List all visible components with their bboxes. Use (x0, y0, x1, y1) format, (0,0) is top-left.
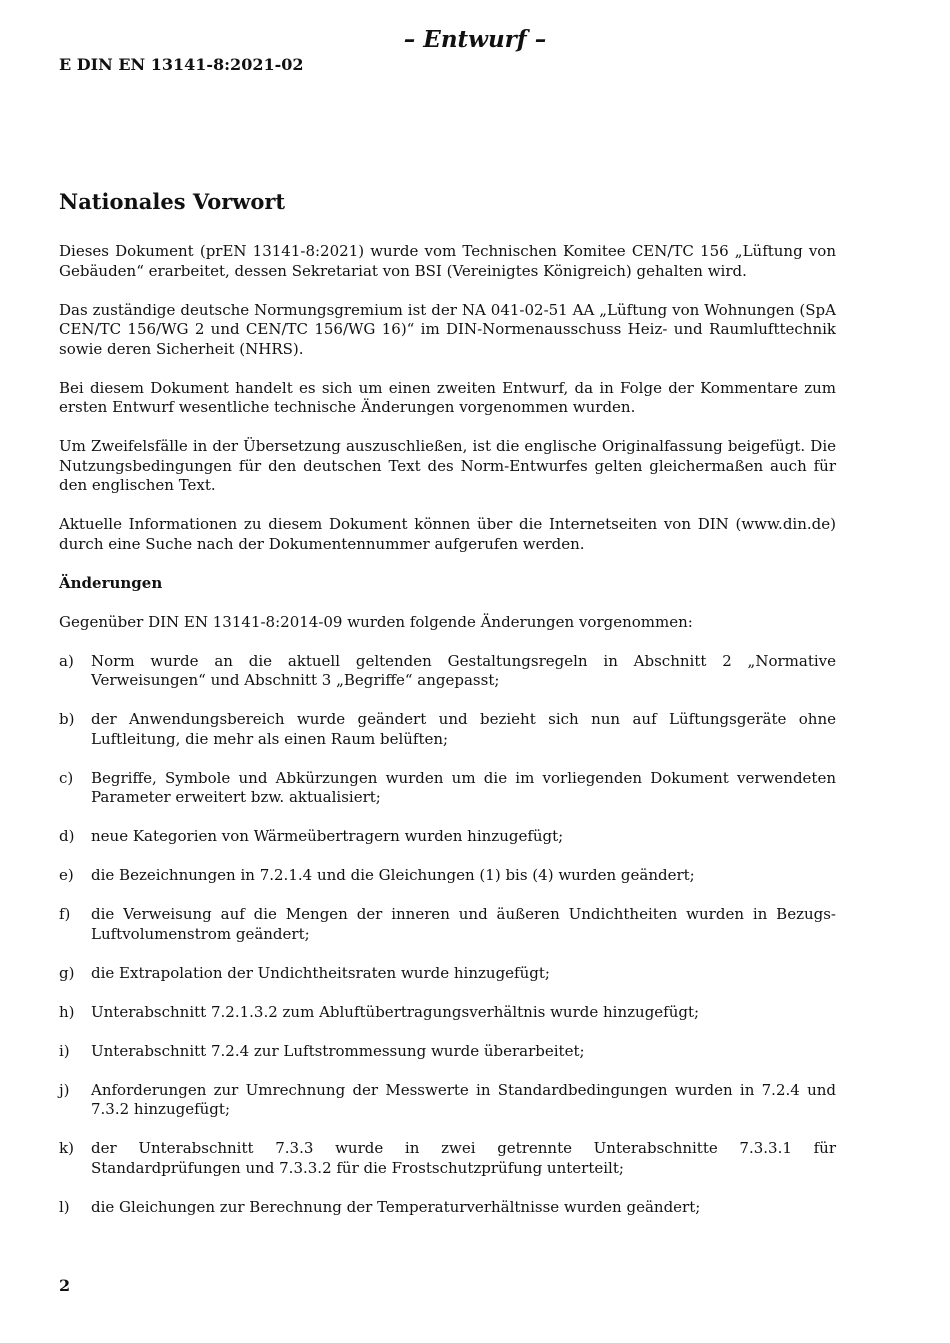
paragraph: Das zuständige deutsche Normungsgremium ist der NA 041-02-51 AA „Lüftung von Wohnungen (SpA CEN/TC 156/WG 2 und CEN/TC 156/WG 16)“ im DIN-Normenausschuss Heiz- und Raumlufttechnik sowie deren Sicherheit (NHRS). (59, 300, 836, 358)
list-marker: l) (59, 1197, 70, 1216)
paragraph: Dieses Dokument (prEN 13141-8:2021) wurde vom Technischen Komitee CEN/TC 156 „Lüftung von Gebäuden“ erarbeitet, dessen Sekretariat von BSI (Vereinigtes Königreich) gehalten wird. (59, 242, 836, 280)
list-item (59, 827, 836, 847)
list-marker: e) (59, 866, 74, 884)
list-item (59, 866, 836, 886)
list-marker: k) (59, 1139, 74, 1157)
list-marker: a) (59, 651, 74, 670)
list-marker: f) (59, 905, 71, 923)
list-item (59, 652, 836, 691)
list-item-text: die Bezeichnungen in 7.2.1.4 und die Gleichungen (1) bis (4) wurden geändert; (91, 866, 695, 884)
section-title: Nationales Vorwort (59, 189, 286, 214)
list-item-text: Unterabschnitt 7.2.1.3.2 zum Abluftübertragungsverhältnis wurde hinzugefügt; (91, 1002, 700, 1021)
list-marker: b) (59, 710, 75, 728)
list-marker: j) (59, 1080, 70, 1099)
list-item (59, 1139, 836, 1178)
changes-intro: Gegenüber DIN EN 13141-8:2014-09 wurden folgende Änderungen vorgenommen: (59, 612, 693, 631)
draft-watermark-label: – Entwurf – (403, 26, 547, 53)
list-item (59, 905, 836, 944)
paragraph: Bei diesem Dokument handelt es sich um einen zweiten Entwurf, da in Folge der Kommentare zum ersten Entwurf wesentliche technische Änderungen vorgenommen wurden. (59, 378, 836, 416)
list-item-text: der Unterabschnitt 7.3.3 wurde in zwei getrennte Unterabschnitte 7.3.3.1 für Standardprüfungen und 7.3.3.2 für die Frostschutzprüfung unterteilt; (91, 1139, 836, 1177)
list-item-text: neue Kategorien von Wärmeübertragern wurden hinzugefügt; (91, 827, 564, 845)
document-body (59, 188, 836, 1237)
list-item-text: Anforderungen zur Umrechnung der Messwerte in Standardbedingungen wurden in 7.2.4 und 7.3.2 hinzugefügt; (91, 1080, 836, 1118)
changes-heading: Änderungen (59, 573, 163, 592)
list-item (59, 769, 836, 808)
document-id: E DIN EN 13141-8:2021-02 (59, 55, 304, 74)
list-item-text: die Extrapolation der Undichtheitsraten wurde hinzugefügt; (91, 963, 550, 982)
list-item-text: Norm wurde an die aktuell geltenden Gestaltungsregeln in Abschnitt 2 „Normative Verweisungen“ und Abschnitt 3 „Begriffe“ angepasst; (91, 651, 836, 689)
paragraph: Um Zweifelsfälle in der Übersetzung auszuschließen, ist die englische Originalfassung beigefügt. Die Nutzungsbedingungen für den deutschen Text des Norm-Entwurfes gelten gleichermaßen auch für den englischen Text. (59, 437, 836, 494)
list-marker: c) (59, 768, 74, 787)
page-number: 2 (59, 1276, 71, 1295)
list-item (59, 1003, 836, 1023)
list-marker: g) (59, 963, 75, 982)
list-item (59, 710, 836, 749)
list-marker: i) (59, 1041, 70, 1060)
paragraph: Aktuelle Informationen zu diesem Dokument können über die Internetseiten von DIN (www.din.de) durch eine Suche nach der Dokumentennummer aufgerufen werden. (59, 515, 836, 553)
list-item-text: Unterabschnitt 7.2.4 zur Luftstrommessung wurde überarbeitet; (91, 1041, 585, 1060)
list-item-text: Begriffe, Symbole und Abkürzungen wurden um die im vorliegenden Dokument verwendeten Parameter erweitert bzw. aktualisiert; (91, 768, 836, 806)
list-item (59, 964, 836, 984)
list-item (59, 1198, 836, 1218)
list-item-text: die Verweisung auf die Mengen der inneren und äußeren Undichtheiten wurden in Bezugs-Luftvolumenstrom geändert; (91, 905, 836, 943)
list-item (59, 1081, 836, 1120)
list-item-text: der Anwendungsbereich wurde geändert und bezieht sich nun auf Lüftungsgeräte ohne Luftleitung, die mehr als einen Raum belüften; (91, 710, 836, 748)
list-item-text: die Gleichungen zur Berechnung der Temperaturverhältnisse wurden geändert; (91, 1197, 701, 1216)
list-marker: h) (59, 1002, 75, 1021)
list-item (59, 1042, 836, 1062)
changes-list (59, 652, 836, 1218)
list-marker: d) (59, 827, 75, 845)
